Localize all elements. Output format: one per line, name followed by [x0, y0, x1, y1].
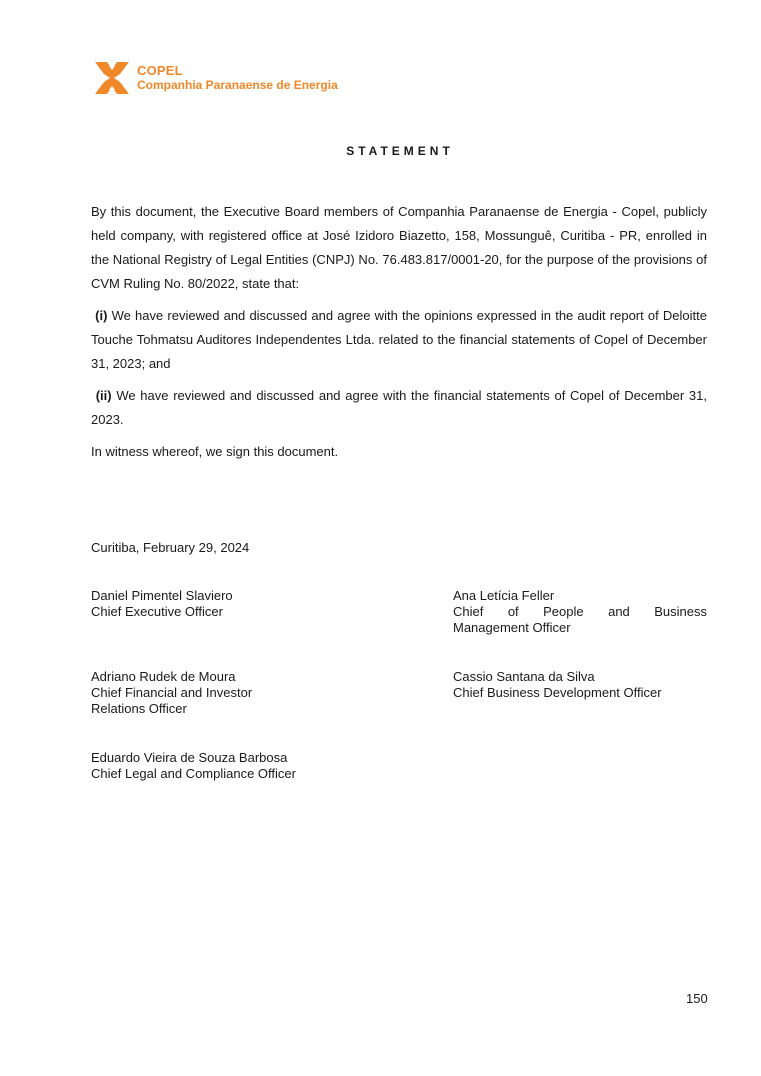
logo-company-name: Companhia Paranaense de Energia: [137, 78, 338, 92]
place-date: Curitiba, February 29, 2024: [91, 540, 250, 555]
intro-paragraph: By this document, the Executive Board members of Companhia Paranaense de Energia - Copel, publicly held company, with registered office at José Izidoro Biazetto, 158, Mossunguê, Curitiba - PR, enrolled in the National Registry of Legal Entities (CNPJ) No. 76.483.817/0001-20, for the purpose of the provisions of CVM Ruling No. 80/2022, state that:: [91, 204, 707, 291]
logo-text: [137, 64, 338, 92]
signature-block-legal: [91, 750, 391, 782]
item-i-paragraph: [91, 304, 707, 376]
signatory-name: Adriano Rudek de Moura: [91, 669, 236, 684]
signatory-name: Ana Letícia Feller: [453, 588, 555, 603]
item-ii-text: We have reviewed and discussed and agree with the financial statements of Copel of December 31, 2023.: [91, 388, 707, 427]
copel-logo-icon: [93, 60, 131, 96]
item-i-label: (i): [95, 308, 108, 323]
signature-block-cfo: [91, 669, 311, 717]
signatory-role: Chief Legal and Compliance Officer: [91, 766, 296, 781]
signatory-name: Eduardo Vieira de Souza Barbosa: [91, 750, 288, 765]
signatory-name: Daniel Pimentel Slaviero: [91, 588, 233, 603]
signature-block-people: [453, 588, 707, 636]
document-body: [91, 200, 707, 472]
signature-block-ceo: [91, 588, 311, 620]
page-number: 150: [686, 991, 708, 1006]
signature-block-business-dev: [453, 669, 707, 701]
item-ii-paragraph: [91, 384, 707, 432]
signatory-role-line2: Relations Officer: [91, 701, 187, 716]
signatory-name: Cassio Santana da Silva: [453, 669, 595, 684]
company-logo: [93, 60, 338, 96]
signatory-role-line1: Chief of People and Business: [453, 604, 707, 619]
closing-paragraph: In witness whereof, we sign this document.: [91, 444, 339, 459]
item-i-text: We have reviewed and discussed and agree with the opinions expressed in the audit report of Deloitte Touche Tohmatsu Auditores Independentes Ltda. related to the financial statements of Copel of December 31, 2023; and: [91, 308, 707, 371]
signatory-role-line2: Management Officer: [453, 620, 571, 635]
signatory-role: Chief Business Development Officer: [453, 685, 662, 700]
signatory-role-line1: Chief Financial and Investor: [91, 685, 253, 700]
logo-brand: COPEL: [137, 63, 183, 78]
signatory-role: Chief Executive Officer: [91, 604, 223, 619]
item-ii-label: (ii): [95, 388, 112, 403]
document-title: STATEMENT: [346, 144, 454, 158]
